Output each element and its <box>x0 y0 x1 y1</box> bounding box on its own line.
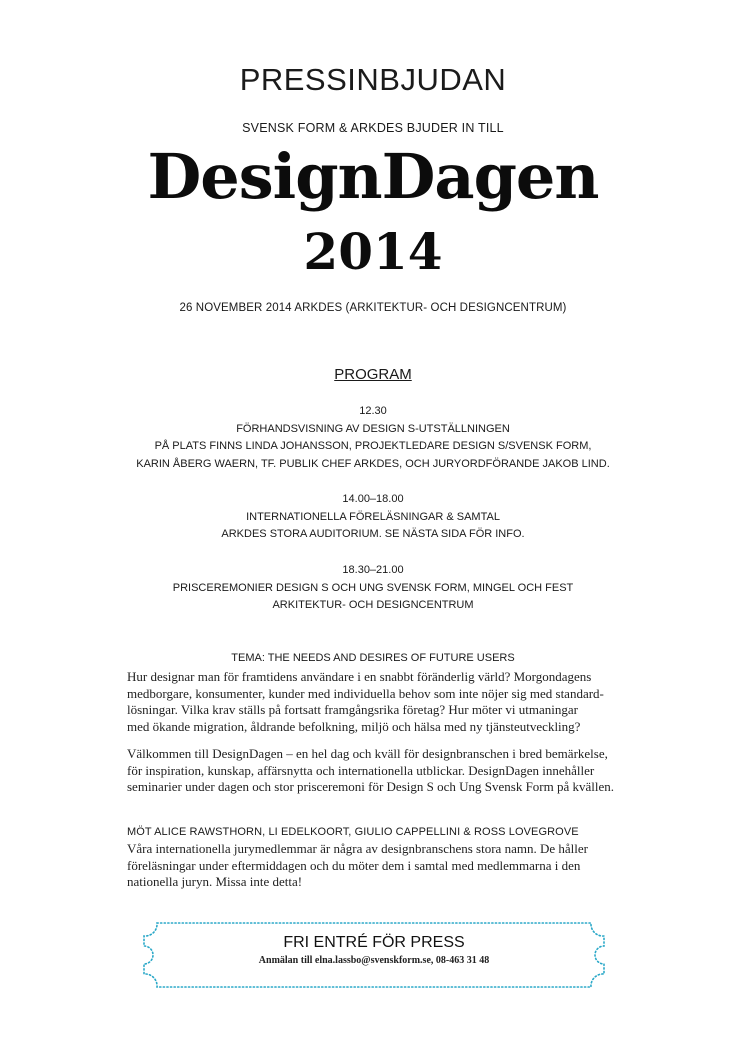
paragraph-line: lösningar. Vilka krav ställs på fortsatt framgångsrika företag? Hur möter vi utmaningar <box>127 702 578 718</box>
program-block <box>0 403 746 473</box>
paragraph-line: Våra internationella jurymedlemmar är några av designbranschens stora namn. De håller <box>127 841 588 856</box>
paragraph-line: medborgare, konsumenter, kunder med individuella behov som inte nöjer sig med standard- <box>127 685 604 701</box>
program-line: ARKDES STORA AUDITORIUM. SE NÄSTA SIDA FÖR INFO. <box>221 528 525 540</box>
paragraph-line: Hur designar man för framtidens användare i en snabbt föränderlig värld? Morgondagens <box>127 669 592 684</box>
program-time: 18.30–21.00 <box>342 564 404 576</box>
invite-subtitle: SVENSK FORM & ARKDES BJUDER IN TILL <box>242 121 504 135</box>
event-logo-name: DesignDagen <box>147 140 599 213</box>
press-info-box <box>143 922 605 988</box>
program-line: INTERNATIONELLA FÖRELÄSNINGAR & SAMTAL <box>246 510 500 523</box>
program-line: KARIN ÅBERG WAERN, TF. PUBLIK CHEF ARKDES, OCH JURYORDFÖRANDE JAKOB LIND. <box>136 457 610 470</box>
theme-paragraph <box>127 669 627 735</box>
program-line: ARKITEKTUR- OCH DESIGNCENTRUM <box>272 599 474 611</box>
paragraph-line: seminarier under dagen och stor prisceremoni för Design S och Ung Svensk Form på kvällen. <box>127 779 615 795</box>
event-dateline: 26 NOVEMBER 2014 ARKDES (ARKITEKTUR- OCH DESIGNCENTRUM) <box>179 302 567 314</box>
page-title: PRESSINBJUDAN <box>239 62 507 97</box>
press-title: FRI ENTRÉ FÖR PRESS <box>283 934 465 951</box>
program-block <box>0 562 746 615</box>
program-line: PÅ PLATS FINNS LINDA JOHANSSON, PROJEKTLEDARE DESIGN S/SVENSK FORM, <box>154 440 592 452</box>
program-line: PRISCEREMONIER DESIGN S OCH UNG SVENSK FORM, MINGEL OCH FEST <box>172 581 574 594</box>
program-time: 12.30 <box>359 405 387 417</box>
program-line: FÖRHANDSVISNING AV DESIGN S-UTSTÄLLNINGEN <box>236 422 510 435</box>
theme-heading: TEMA: THE NEEDS AND DESIRES OF FUTURE USERS <box>231 652 515 664</box>
paragraph-line: för inspiration, kunskap, affärsnytta och internationella utblickar. DesignDagen innehåller <box>127 762 595 778</box>
speakers-heading: MÖT ALICE RAWSTHORN, LI EDELKOORT, GIULIO CAPPELLINI & ROSS LOVEGROVE <box>127 826 579 838</box>
press-contact: Anmälan till elna.lassbo@svenskform.se, 08-463 31 48 <box>258 955 490 966</box>
paragraph-line: med ökande migration, åldrande befolkning, miljö och hälsa med ny tjänsteutveckling? <box>127 718 581 734</box>
program-block <box>0 491 746 544</box>
paragraph-line: föreläsningar under eftermiddagen och du möter dem i samtal med medlemmarna i den <box>127 857 581 873</box>
paragraph-line: nationella juryn. Missa inte detta! <box>127 874 303 890</box>
program-time: 14.00–18.00 <box>342 493 404 505</box>
program-heading: PROGRAM <box>334 366 412 383</box>
speakers-paragraph <box>127 841 627 891</box>
welcome-paragraph <box>127 746 627 796</box>
paragraph-line: Välkommen till DesignDagen – en hel dag och kväll för designbranschen i bred bemärkelse, <box>127 746 608 761</box>
event-logo-year: 2014 <box>303 222 443 281</box>
